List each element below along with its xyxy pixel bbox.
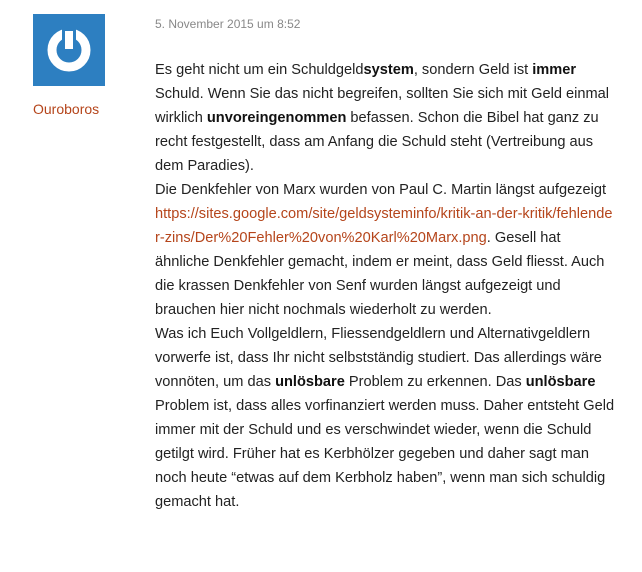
avatar[interactable] (33, 14, 105, 86)
comment-author-link[interactable]: Ouroboros (33, 101, 100, 117)
comment-body (155, 58, 617, 514)
text-run: Problem zu erkennen. Das (344, 374, 526, 390)
comment-paragraph-2 (155, 178, 617, 322)
text-run: Problem ist, dass alles vorfinanziert werden muss. Daher entsteht Geld immer mit der Schuld und es verschwindet wieder, wenn die Schuld getilgt wird. Früher hat es Kerbhölzer gegeben und daher sagt man noch heute “etwas auf dem Kerbholz haben”, wenn man sich schuldig gemacht hat. (155, 398, 615, 510)
bold-text: unlösbare (525, 374, 596, 390)
text-run: . Gesell hat ähnliche Denkfehler gemacht, indem er meint, dass Geld fliesst. Auch die krassen Denkfehler von Senf wurden längst aufgezeigt und brauchen hier nicht nochmals wiederholt zu werden. (155, 230, 605, 318)
text-run: Schuld. Wenn Sie das nicht begreifen, sollten Sie sich mit Geld einmal wirklich (155, 86, 609, 126)
text-run: Es geht nicht um ein Schuldgeld (155, 62, 364, 78)
comment-paragraph-3 (155, 322, 617, 514)
text-run: , sondern Geld ist (413, 62, 533, 78)
text-run: Was ich Euch Vollgeldlern, Fliessendgeldlern und Alternativgeldlern vorwerfe ist, dass Ihr nicht selbstständig studiert. Das allerdings wäre vonnöten, um das (155, 326, 602, 390)
text-run: befassen. Schon die Bibel hat ganz zu recht festgestellt, dass am Anfang die Schuld steht (Vertreibung aus dem Paradies). (155, 110, 599, 174)
comment-paragraph-1 (155, 58, 617, 178)
bold-text: unvoreingenommen (206, 110, 347, 126)
text-run: Die Denkfehler von Marx wurden von Paul C. Martin längst aufgezeigt (155, 182, 607, 198)
power-icon (41, 22, 97, 78)
comment-date-link[interactable]: 5. November 2015 um 8:52 (155, 17, 301, 31)
external-link[interactable]: https://sites.google.com/site/geldsysteminfo/kritik-an-der-kritik/fehlender-zins/Der%20Fehler%20von%20Karl%20Marx.png (155, 206, 613, 246)
bold-text: system (363, 62, 414, 78)
bold-text: immer (532, 62, 577, 78)
bold-text: unlösbare (275, 374, 345, 390)
